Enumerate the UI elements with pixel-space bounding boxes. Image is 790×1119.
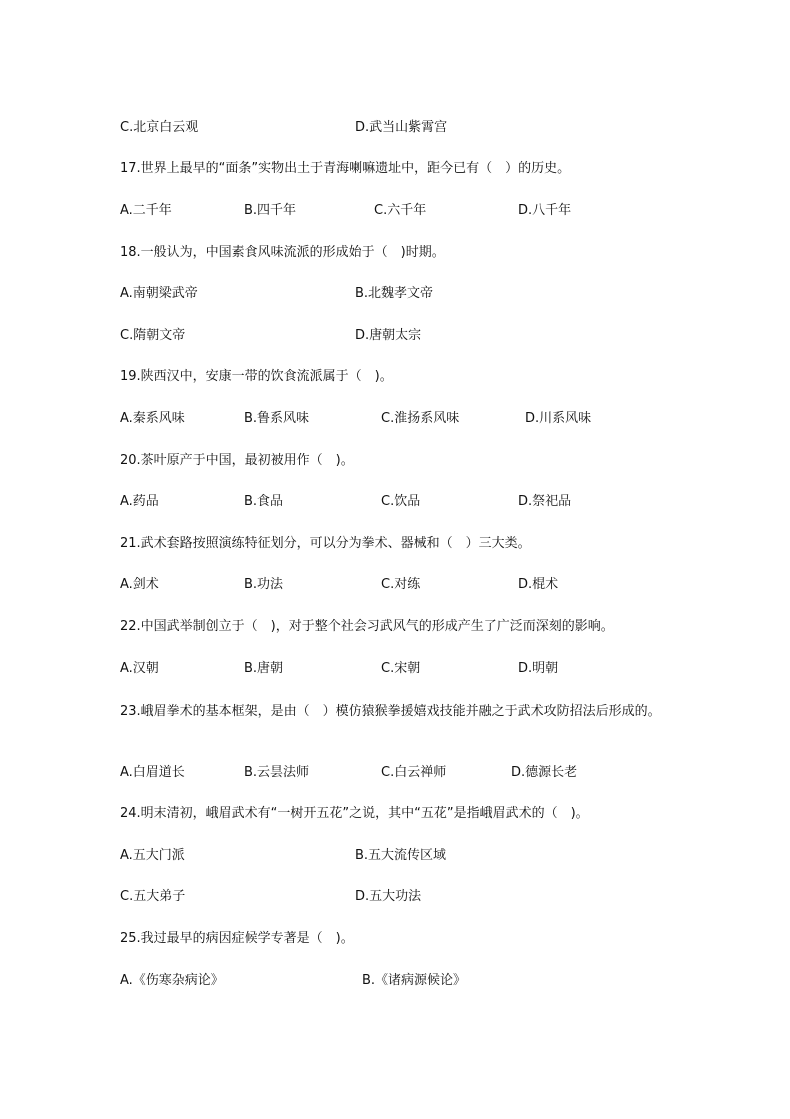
option-d: D.唐朝太宗	[355, 328, 422, 343]
option-b: B.五大流传区域	[355, 848, 447, 863]
question-20: 20.茶叶原产于中国，最初被用作（ )。	[120, 453, 354, 468]
question-25: 25.我过最早的病因症候学专著是（ )。	[120, 931, 354, 946]
option-d: D.川系风味	[525, 411, 592, 426]
option-d: D.五大功法	[355, 889, 422, 904]
option-a: A.白眉道长	[120, 765, 185, 780]
question-18: 18.一般认为，中国素食风味流派的形成始于（ )时期。	[120, 245, 445, 260]
option-a: A.二千年	[120, 203, 172, 218]
option-d: D.德源长老	[511, 765, 578, 780]
option-b: B.四千年	[244, 203, 297, 218]
option-b: B.云昙法师	[244, 765, 310, 780]
option-a: A.五大门派	[120, 848, 185, 863]
option-c: C.对练	[381, 577, 421, 592]
option-c: C.六千年	[374, 203, 427, 218]
question-19: 19.陕西汉中，安康一带的饮食流派属于（ )。	[120, 369, 393, 384]
option-a: A.药品	[120, 494, 159, 509]
option-c: C.隋朝文帝	[120, 328, 186, 343]
option-d: D.明朝	[518, 661, 559, 676]
option-c: C.淮扬系风味	[381, 411, 460, 426]
option-a: A.汉朝	[120, 661, 159, 676]
option-a: A.秦系风味	[120, 411, 185, 426]
option-d: D.八千年	[518, 203, 572, 218]
option-d: D.棍术	[518, 577, 559, 592]
option-d: D.武当山紫霄宫	[355, 120, 448, 135]
option-c: C.饮品	[381, 494, 421, 509]
question-23: 23.峨眉拳术的基本框架，是由（ ）模仿猿猴拳援嬉戏技能并融之于武术攻防招法后形成的。	[120, 704, 661, 719]
question-17: 17.世界上最早的“面条”实物出土于青海喇嘛遗址中，距今已有（ ）的历史。	[120, 161, 571, 176]
option-c: C.北京白云观	[120, 120, 199, 135]
option-a: A.《伤寒杂病论》	[120, 973, 224, 988]
option-b: B.《诸病源候论》	[362, 973, 467, 988]
option-b: B.唐朝	[244, 661, 284, 676]
option-b: B.功法	[244, 577, 284, 592]
option-b: B.鲁系风味	[244, 411, 310, 426]
option-a: A.剑术	[120, 577, 159, 592]
option-b: B.食品	[244, 494, 284, 509]
option-a: A.南朝梁武帝	[120, 286, 198, 301]
option-c: C.五大弟子	[120, 889, 186, 904]
option-b: B.北魏孝文帝	[355, 286, 434, 301]
question-24: 24.明末清初，峨眉武术有“一树开五花”之说，其中“五花”是指峨眉武术的（ )。	[120, 806, 589, 821]
option-c: C.宋朝	[381, 661, 421, 676]
option-d: D.祭祀品	[518, 494, 572, 509]
question-21: 21.武术套路按照演练特征划分，可以分为拳术、器械和（ ）三大类。	[120, 536, 531, 551]
question-22: 22.中国武举制创立于（ )，对于整个社会习武风气的形成产生了广泛而深刻的影响。	[120, 619, 614, 634]
option-c: C.白云禅师	[381, 765, 447, 780]
